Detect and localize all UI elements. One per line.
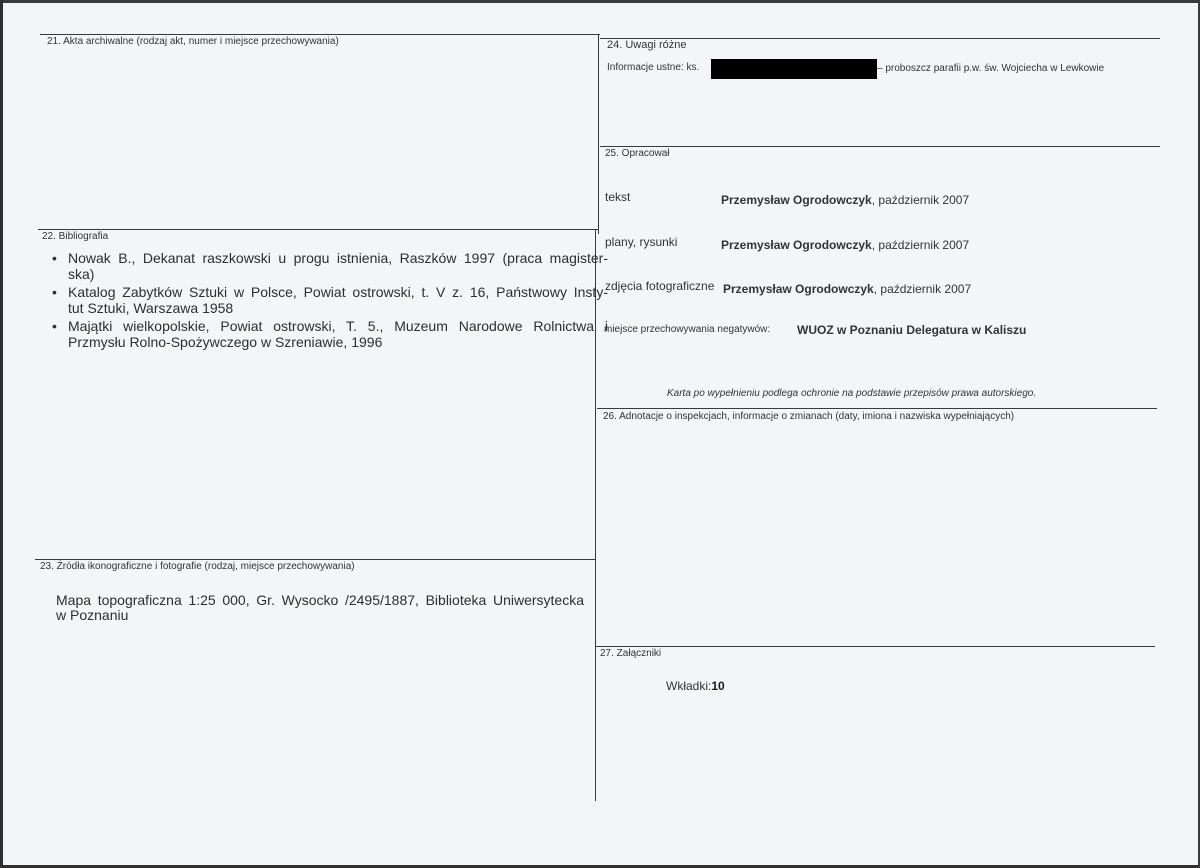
section24-label: 24. Uwagi różne <box>607 39 687 51</box>
section26-content-area[interactable] <box>598 428 1153 642</box>
rule-section25-top <box>600 146 1160 147</box>
negatives-location: WUOZ w Poznaniu Delegatura w Kaliszu <box>797 323 1027 337</box>
section21-label: 21. Akta archiwalne (rodzaj akt, numer i miejsce przechowywania) <box>47 36 339 47</box>
scan-edge-top <box>0 0 1200 3</box>
author-row-role: plany, rysunki <box>605 235 678 249</box>
author-row-value: Przemysław Ogrodowczyk, październik 2007 <box>721 238 970 252</box>
inserts-field: Wkładki:10 <box>666 679 725 693</box>
section27-label: 27. Załączniki <box>600 648 662 659</box>
scan-edge-left <box>0 0 3 868</box>
section26-label: 26. Adnotacje o inspekcjach, informacje o zmianach (daty, imiona i nazwiska wypełniających) <box>603 411 1015 422</box>
oral-info-suffix: – proboszcz parafii p.w. św. Wojciecha w Lewkowie <box>877 63 1105 74</box>
rule-section23-top <box>35 559 595 560</box>
section25-label: 25. Opracował <box>605 148 670 159</box>
oral-info-prefix: Informacje ustne: ks. <box>607 62 700 73</box>
rule-section22-top <box>38 229 598 230</box>
section21-content-area[interactable] <box>40 50 595 225</box>
column-divider <box>598 34 599 234</box>
author-row-role: zdjęcia fotograficzne <box>605 279 715 293</box>
bibliography-item: • Majątki wielkopolskie, Powiat ostrowski, T. 5., Muzeum Narodowe Rolnictwa i Przmysłu Rolno-Spożywczego w Szreniawie, 1996 <box>68 318 608 350</box>
section23-line2: w Poznaniu <box>56 607 129 623</box>
section22-label: 22. Bibliografia <box>42 231 109 242</box>
negatives-label: miejsce przechowywania negatywów: <box>604 324 771 335</box>
section23-line1: Mapa topograficzna 1:25 000, Gr. Wysocko /2495/1887, Biblioteka Uniwersytecka <box>56 592 584 608</box>
redacted-name <box>711 59 877 79</box>
rule-section27-top <box>595 646 1155 647</box>
author-row-role: tekst <box>605 190 631 204</box>
bibliography-item: • Katalog Zabytków Sztuki w Polsce, Powiat ostrowski, t. V z. 16, Państwowy Insty- tut Sztuki, Warszawa 1958 <box>68 284 608 316</box>
rule-section21-top <box>40 34 600 35</box>
copyright-note: Karta po wypełnieniu podlega ochronie na podstawie przepisów prawa autorskiego. <box>667 388 1037 399</box>
author-row-value: Przemysław Ogrodowczyk, październik 2007 <box>723 282 972 296</box>
rule-section26-top <box>597 408 1157 409</box>
section23-label: 23. Źródła ikonograficzne i fotografie (rodzaj, miejsce przechowywania) <box>40 561 355 572</box>
author-row-value: Przemysław Ogrodowczyk, październik 2007 <box>721 193 970 207</box>
bibliography-list <box>48 250 608 350</box>
bibliography-item: • Nowak B., Dekanat raszkowski u progu istnienia, Raszków 1997 (praca magister- ska) <box>68 250 608 282</box>
